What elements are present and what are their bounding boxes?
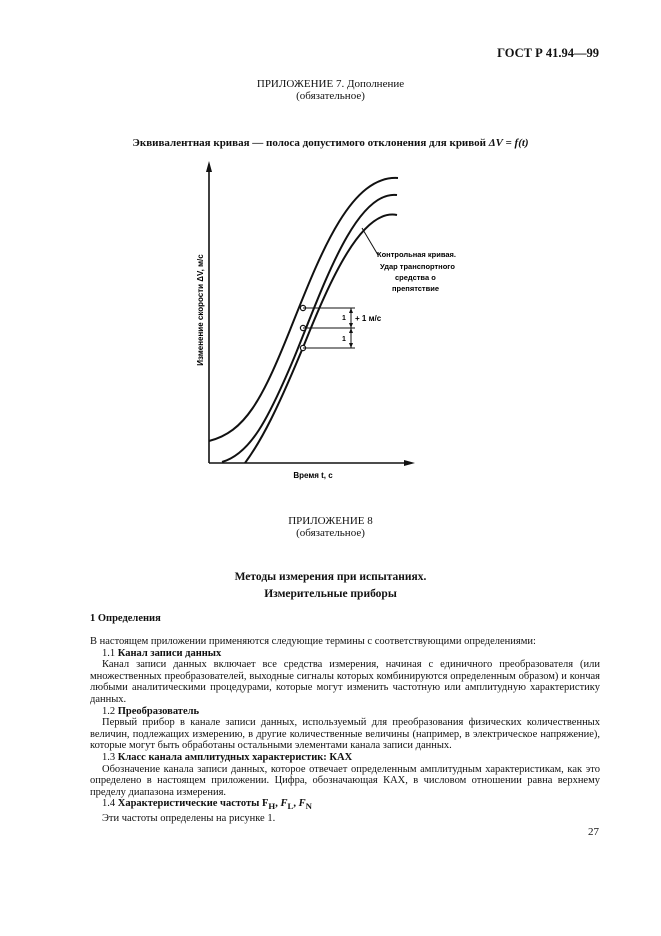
subsection-1-4-heading: 1.4 Характеристические частоты $F_H$, $F_L$, $F_N$ xyxy=(102,798,312,812)
subscript-h: H xyxy=(268,801,276,812)
annotation-line-1: Контрольная кривая. xyxy=(377,250,456,259)
x-axis-arrow xyxy=(404,460,415,466)
y-axis-label: Изменение скорости ΔV, м/с xyxy=(196,254,205,366)
figure-title-text: Эквивалентная кривая — полоса допустимого отклонения для кривой xyxy=(132,137,489,149)
x-axis-label: Время t, с xyxy=(293,471,333,480)
y-axis-arrow xyxy=(206,161,212,172)
subsection-1-3-number: 1.3 xyxy=(102,751,118,763)
appendix-8-title: ПРИЛОЖЕНИЕ 8 xyxy=(288,515,373,527)
subsection-1-3-title: Класс канала амплитудных характеристик: КАХ xyxy=(117,751,353,763)
appendix-7-title: ПРИЛОЖЕНИЕ 7. Дополнение xyxy=(256,78,405,90)
annotation-line-4: препятствие xyxy=(392,284,439,293)
subscript-l: L xyxy=(287,801,294,812)
subsection-1-2-heading xyxy=(90,706,600,718)
section-title-line-1: Методы измерения при испытаниях. xyxy=(234,571,427,583)
lower-tolerance-curve xyxy=(245,215,397,463)
subsection-1-4-text: Эти частоты определены на рисунке 1. xyxy=(102,813,276,824)
annotation-leader xyxy=(362,228,378,255)
subsection-1-2-number: 1.2 xyxy=(102,705,118,717)
appendix-8-status: (обязательное) xyxy=(296,527,365,539)
subsection-1-2-text: Первый прибор в канале записи данных, используемый для преобразования физических количественных величин, подлежащих измерению, в другие количественные величины (например, в электрическое напряжение), которые могут быть обработаны остальными элементами канала записи данных. xyxy=(90,717,600,752)
bracket-mark-lower: 1 xyxy=(342,336,346,343)
body-content xyxy=(90,636,600,825)
tolerance-label: + 1 м/с xyxy=(355,314,382,323)
document-code: ГОСТ Р 41.94—99 xyxy=(497,46,599,60)
section-title-line-2: Измерительные приборы xyxy=(264,588,397,600)
subsection-1-1-text: Канал записи данных включает все средства измерения, начиная с единичного преобразователя (или множественных преобразователей, выходные сигналы которых комбинируются определенным образом) и кончая любыми аналитическими процедурами, которые могут изменить частотную или амплитудную характеристику данных. xyxy=(90,659,600,705)
subsection-1-4-number: 1.4 xyxy=(102,798,118,810)
page-number: 27 xyxy=(588,826,599,838)
annotation-line-3: средства о xyxy=(395,273,436,282)
subscript-n: N xyxy=(305,801,312,812)
subsection-1-1-number: 1.1 xyxy=(102,647,118,659)
subsection-1-2-title: Преобразователь xyxy=(117,705,200,717)
appendix-8-heading xyxy=(0,515,661,539)
subsection-1-1-title: Канал записи данных xyxy=(117,647,222,659)
intro-paragraph: В настоящем приложении применяются следующие термины с соответствующими определениями: xyxy=(90,636,536,647)
annotation-line-2: Удар транспортного xyxy=(380,262,455,271)
subsection-1-4-title: Характеристические частоты F xyxy=(117,798,269,810)
figure-title-formula: ΔV = f(t) xyxy=(488,137,529,149)
subsection-1-3-heading xyxy=(90,752,600,764)
section-title xyxy=(0,569,661,603)
appendix-7-status: (обязательное) xyxy=(296,90,365,102)
heading-definitions xyxy=(90,613,600,625)
subsection-1-3-text: Обозначение канала записи данных, которое отвечает определенным амплитудным характеристикам, как это определено в настоящем приложении. Цифра, обозначающая КАХ, в числовом отношении равна верхнему пределу диапазона измерения. xyxy=(90,763,600,798)
bracket-mark-upper: 1 xyxy=(342,315,346,322)
subsection-1-1-heading xyxy=(90,648,600,660)
definitions-heading: 1 Определения xyxy=(90,613,161,624)
